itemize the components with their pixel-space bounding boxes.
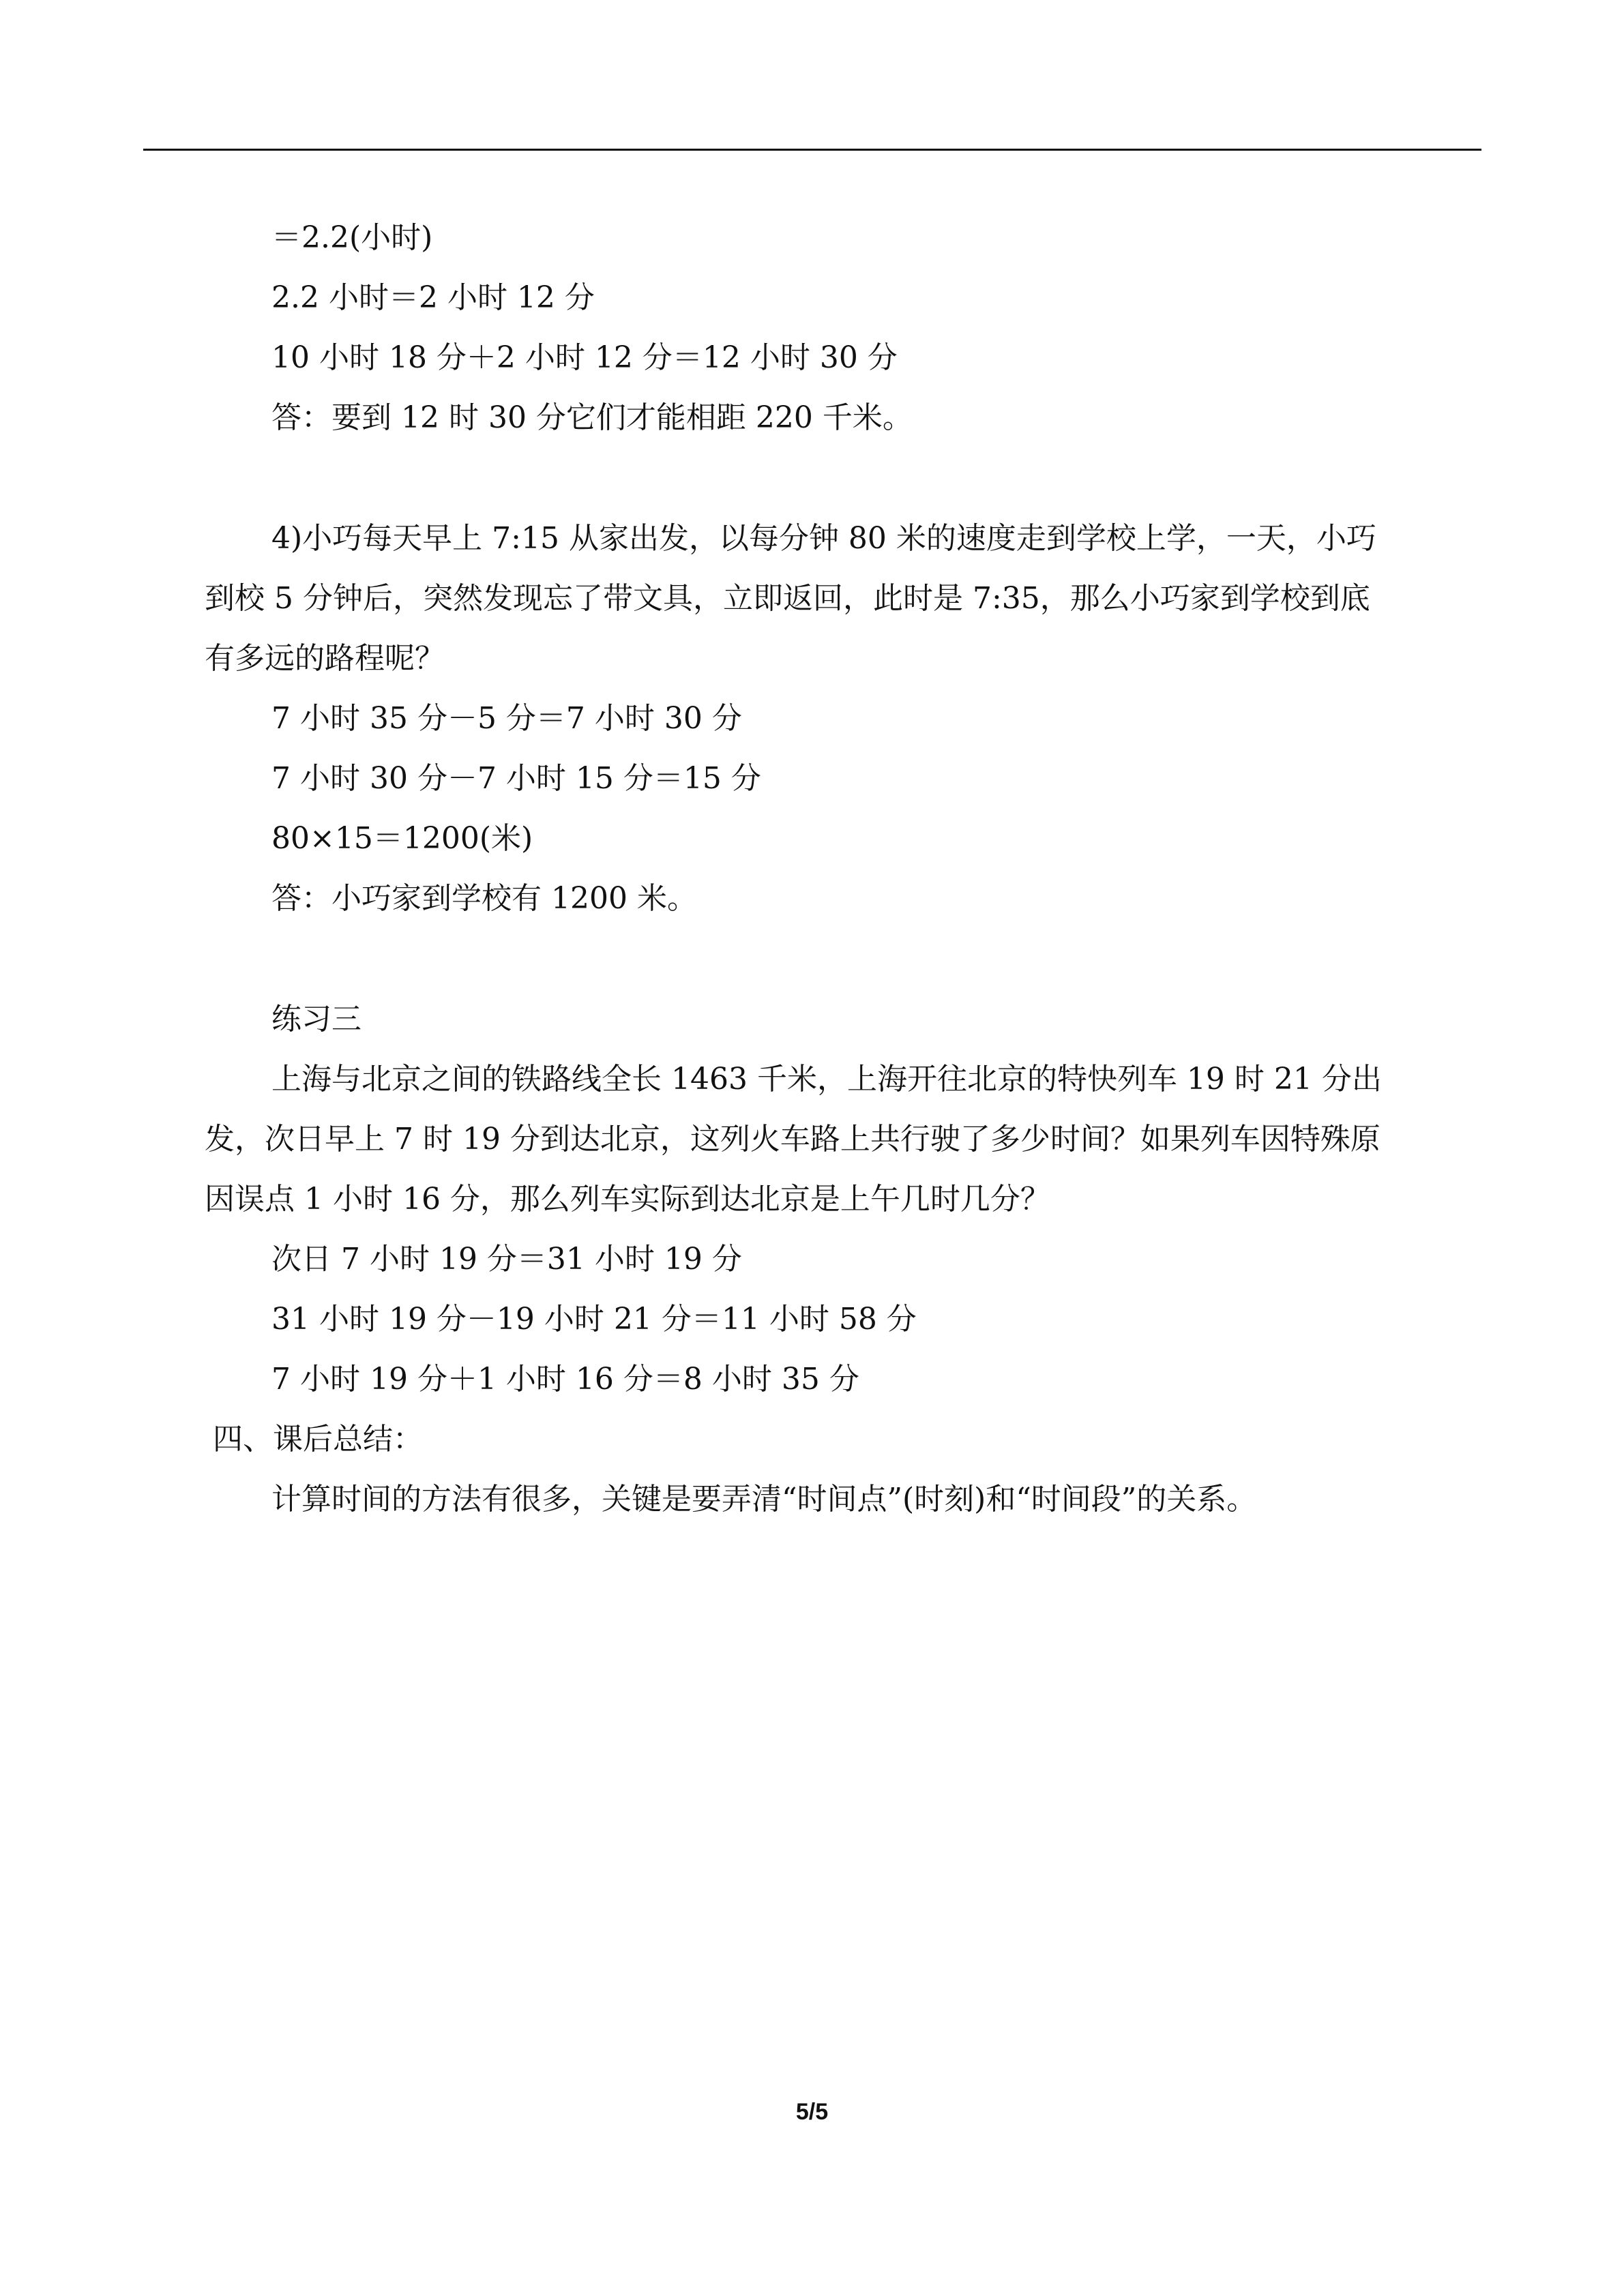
solution-line: 7 小时 35 分－5 分＝7 小时 30 分 <box>271 701 742 736</box>
solution-line: ＝2.2(小时) <box>271 220 433 255</box>
question-line: 发，次日早上 7 时 19 分到达北京，这列火车路上共行驶了多少时间？如果列车因特殊原 <box>205 1122 1381 1157</box>
question-line: 有多远的路程呢？ <box>205 641 445 676</box>
exercise-title: 练习三 <box>271 1002 361 1037</box>
summary-block <box>205 1410 1473 1530</box>
solution-line: 7 小时 30 分－7 小时 15 分＝15 分 <box>271 761 761 796</box>
question-line: 4)小巧每天早上 7:15 从家出发，以每分钟 80 米的速度走到学校上学，一天，小巧 <box>271 521 1376 556</box>
exercise-3-block <box>205 989 1473 1410</box>
solution-3-block <box>205 208 1473 448</box>
question-line: 上海与北京之间的铁路线全长 1463 千米，上海开往北京的特快列车 19 时 21 分出 <box>271 1062 1382 1097</box>
page-number: 5/5 <box>795 2099 829 2125</box>
solution-line: 2.2 小时＝2 小时 12 分 <box>271 280 595 315</box>
question-line: 因误点 1 小时 16 分，那么列车实际到达北京是上午几时几分？ <box>205 1182 1050 1217</box>
header-rule <box>143 149 1481 151</box>
spacer <box>205 929 1473 989</box>
section-heading: 四、课后总结： <box>213 1422 423 1457</box>
answer-line: 答：要到 12 时 30 分它们才能相距 220 千米。 <box>271 400 913 435</box>
summary-text: 计算时间的方法有很多，关键是要弄清“时间点”(时刻)和“时间段”的关系。 <box>271 1482 1257 1517</box>
solution-line: 7 小时 19 分＋1 小时 16 分＝8 小时 35 分 <box>271 1362 859 1397</box>
solution-line: 次日 7 小时 19 分＝31 小时 19 分 <box>271 1242 742 1277</box>
document-body <box>205 208 1473 1530</box>
solution-line: 10 小时 18 分＋2 小时 12 分＝12 小时 30 分 <box>271 340 898 375</box>
solution-line: 80×15＝1200(米) <box>271 821 533 856</box>
spacer <box>205 448 1473 509</box>
solution-line: 31 小时 19 分－19 小时 21 分＝11 小时 58 分 <box>271 1302 917 1337</box>
problem-4-block <box>205 509 1473 929</box>
question-line: 到校 5 分钟后，突然发现忘了带文具，立即返回，此时是 7:35，那么小巧家到学校到底 <box>205 581 1370 616</box>
answer-line: 答：小巧家到学校有 1200 米。 <box>271 881 697 916</box>
